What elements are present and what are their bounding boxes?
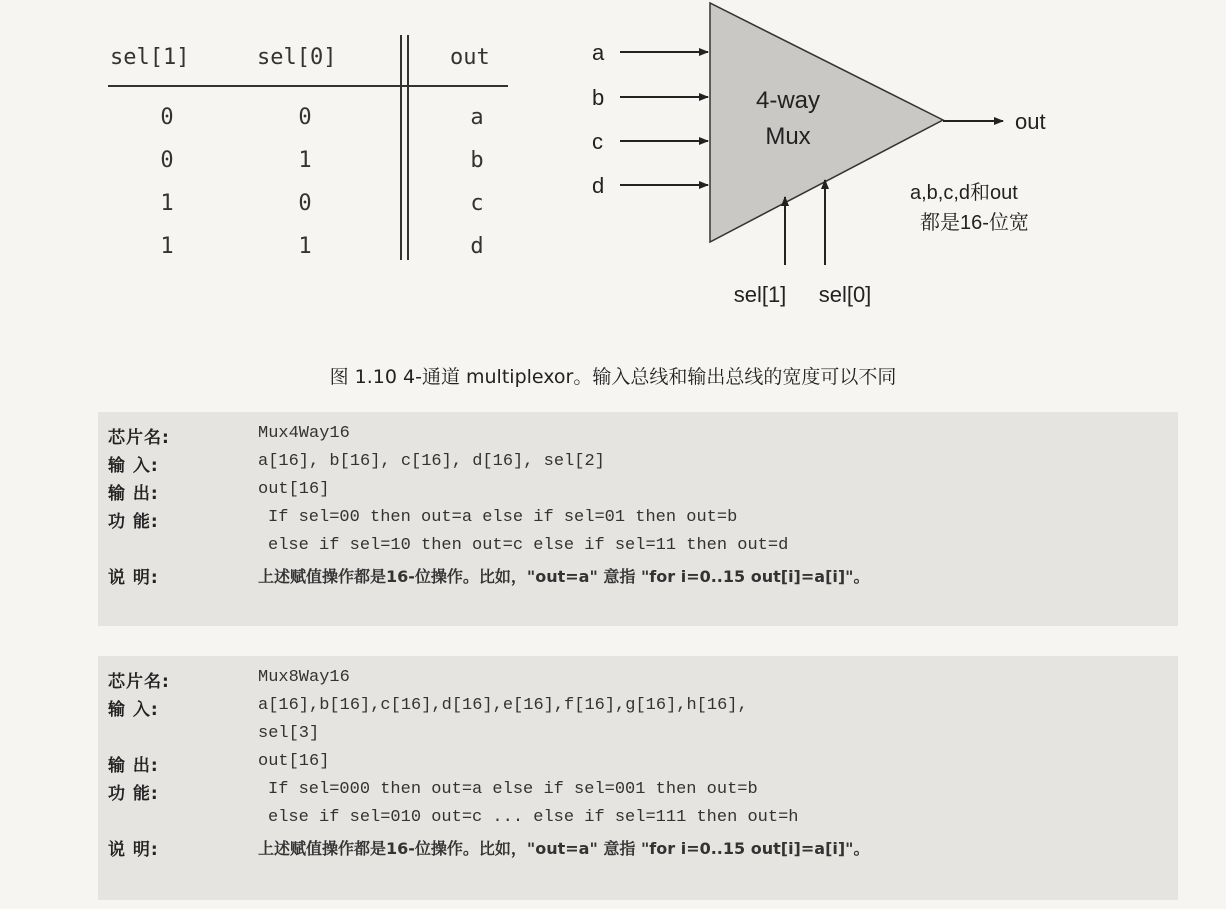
inputs-value-line2: sel[3] (258, 724, 320, 743)
spec-row-notes (98, 832, 1178, 860)
inputs-value-line1: a[16],b[16],c[16],d[16],e[16],f[16],g[16],h[16], (258, 696, 748, 715)
mux-diagram (580, 0, 1080, 310)
spec-row-function-cont (98, 532, 1178, 560)
header-sel1: sel[1] (110, 45, 190, 70)
select-label-0: sel[0] (818, 282, 872, 307)
width-note-line2: 都是16-位宽 (920, 212, 1029, 234)
output-label: out (1015, 109, 1046, 134)
function-line2: else if sel=10 then out=c else if sel=11 then out=d (268, 536, 789, 555)
chip-spec-mux8way16 (98, 656, 1178, 900)
cell: 1 (298, 148, 312, 173)
function-line2: else if sel=010 out=c ... else if sel=111 then out=h (268, 808, 799, 827)
chip-name-value: Mux8Way16 (258, 668, 350, 687)
cell: 0 (298, 105, 312, 130)
column-divider (400, 35, 402, 260)
spec-row-outputs (98, 476, 1178, 504)
outputs-value: out[16] (258, 480, 330, 499)
cell: 1 (160, 234, 174, 259)
header-divider (108, 85, 508, 87)
cell: c (470, 191, 484, 216)
outputs-label: 输 出: (108, 484, 159, 504)
cell: 1 (298, 234, 312, 259)
cell: 0 (160, 105, 174, 130)
spec-row-function-cont (98, 804, 1178, 832)
notes-value: 上述赋值操作都是16-位操作。比如，"out=a" 意指 "for i=0..15 out[i]=a[i]"。 (258, 839, 870, 858)
mux-title-line1: 4-way (755, 87, 821, 114)
select-label-1: sel[1] (733, 282, 787, 307)
cell: d (470, 234, 484, 259)
cell: a (470, 105, 484, 130)
mux-body (710, 3, 943, 242)
function-label: 功 能: (108, 784, 159, 804)
outputs-label: 输 出: (108, 756, 159, 776)
input-label-c: c (592, 129, 603, 154)
chip-spec-mux4way16 (98, 412, 1178, 626)
input-label-b: b (592, 85, 605, 110)
spec-row-name (98, 664, 1178, 692)
chip-name-label: 芯片名: (108, 672, 170, 692)
spec-row-inputs-cont (98, 720, 1178, 748)
cell: b (470, 148, 484, 173)
input-label-d: d (592, 173, 605, 198)
input-label-a: a (592, 40, 605, 65)
spec-row-function (98, 504, 1178, 532)
figure-caption: 图 1.10 4-通道 multiplexor。输入总线和输出总线的宽度可以不同 (329, 366, 897, 388)
inputs-label: 输 入: (108, 456, 159, 476)
cell: 0 (298, 191, 312, 216)
function-label: 功 能: (108, 512, 159, 532)
function-line1: If sel=00 then out=a else if sel=01 then out=b (268, 508, 738, 527)
spec-row-name (98, 420, 1178, 448)
notes-value: 上述赋值操作都是16-位操作。比如，"out=a" 意指 "for i=0..15 out[i]=a[i]"。 (258, 567, 870, 586)
notes-label: 说 明: (108, 568, 159, 588)
notes-label: 说 明: (108, 840, 159, 860)
chip-name-value: Mux4Way16 (258, 424, 350, 443)
cell: 1 (160, 191, 174, 216)
width-note-line1: a,b,c,d和out (910, 182, 1018, 204)
header-out: out (450, 45, 490, 70)
spec-row-notes (98, 560, 1178, 588)
spec-row-inputs (98, 692, 1178, 720)
cell: 0 (160, 148, 174, 173)
mux-title-line2: Mux (765, 123, 811, 150)
spec-row-function (98, 776, 1178, 804)
function-line1: If sel=000 then out=a else if sel=001 then out=b (268, 780, 758, 799)
chip-name-label: 芯片名: (108, 428, 170, 448)
spec-row-inputs (98, 448, 1178, 476)
header-sel0: sel[0] (257, 45, 337, 70)
inputs-value: a[16], b[16], c[16], d[16], sel[2] (258, 452, 605, 471)
inputs-label: 输 入: (108, 700, 159, 720)
spec-row-outputs (98, 748, 1178, 776)
truth-table (105, 35, 510, 265)
outputs-value: out[16] (258, 752, 330, 771)
column-divider (407, 35, 409, 260)
